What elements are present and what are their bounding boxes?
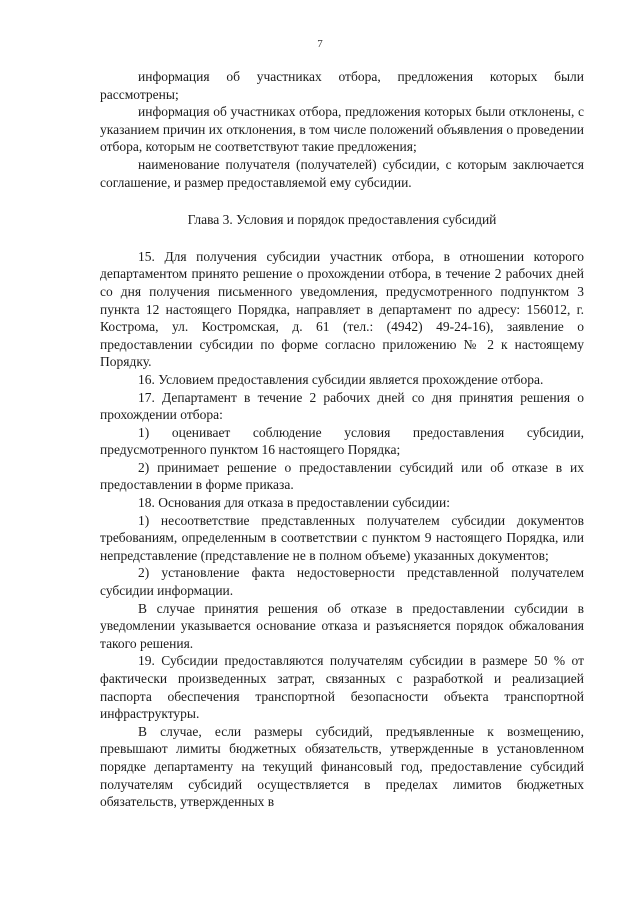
paragraph: 2) принимает решение о предоставлении субсидий или об отказе в их предоставлении в форме приказа. (100, 459, 584, 493)
paragraph: 2) установление факта недостоверности представленной получателем субсидии информации. (100, 565, 584, 599)
paragraph: 1) оценивает соблюдение условия предоставления субсидии, предусмотренного пунктом 16 настоящего Порядка; (100, 424, 584, 458)
paragraph: 16. Условием предоставления субсидии является прохождение отбора. (138, 371, 544, 387)
paragraph: информация об участниках отбора, предложения которых были отклонены, с указанием причин их отклонения, в том числе положений объявления о проведении отбора, которым не соответствуют такие предложения; (100, 104, 584, 155)
paragraph: 15. Для получения субсидии участник отбора, в отношении которого департаментом принято решение о прохождении отбора, в течение 2 рабочих дней со дня получения письменного уведомления, предусмотренного подпунктом 3 пункта 12 настоящего Порядка, направляет в департамент по адресу: 156012, г. Кострома, ул. Костромская, д. 61 (тел.: (4942) 49-24-16), заявление о предоставлении субсидии по форме согласно приложению № 2 к настоящему Порядку. (100, 248, 584, 370)
paragraph: 1) несоответствие представленных получателем субсидии документов требованиям, определенным в соответствии с пунктом 9 настоящего Порядка, или непредставление (представление не в полном объеме) указанных документов; (100, 512, 584, 563)
paragraph: 18. Основания для отказа в предоставлении субсидии: (138, 495, 450, 511)
paragraph: В случае, если размеры субсидий, предъявленные к возмещению, превышают лимиты бюджетных обязательств, утвержденные в установленном порядке департаменту на текущий финансовый год, предоставление субсидий получателям субсидий осуществляется в пределах лимитов бюджетных обязательств, утвержденных в (100, 723, 584, 810)
document-body (100, 68, 584, 811)
paragraph: 17. Департамент в течение 2 рабочих дней со дня принятия решения о прохождении отбора: (100, 389, 584, 423)
paragraph: информация об участниках отбора, предложения которых были рассмотрены; (100, 69, 584, 102)
page-number: 7 (317, 38, 323, 50)
paragraph: наименование получателя (получателей) субсидии, с которым заключается соглашение, и размер предоставляемой ему субсидии. (100, 156, 584, 190)
chapter-title: Глава 3. Условия и порядок предоставления субсидий (187, 212, 497, 228)
paragraph: 19. Субсидии предоставляются получателям субсидии в размере 50 % от фактически произведенных затрат, связанных с разработкой и реализацией паспорта обеспечения транспортной безопасности объекта транспортной инфраструктуры. (100, 653, 584, 722)
paragraph: В случае принятия решения об отказе в предоставлении субсидии в уведомлении указывается основание отказа и разъясняется порядок обжалования такого решения. (100, 600, 584, 651)
